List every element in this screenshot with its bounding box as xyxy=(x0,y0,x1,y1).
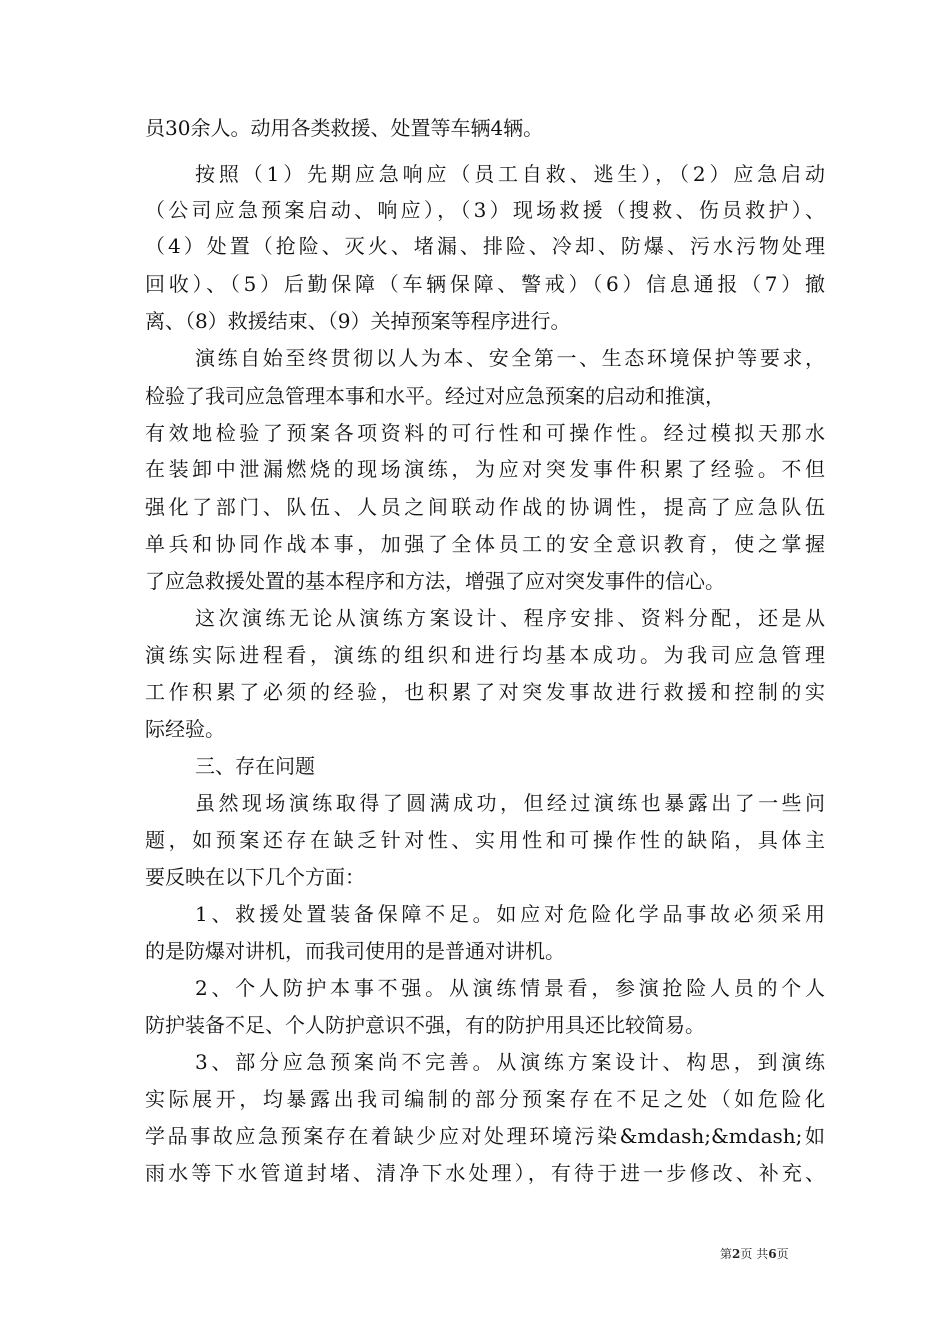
text-line: 员30余人。动用各类救援、处置等车辆4辆。 xyxy=(145,116,544,140)
text-line: 在装卸中泄漏燃烧的现场演练，为应对突发事件积累了经验。不但 xyxy=(145,457,825,481)
section-heading: 三、存在问题 xyxy=(195,754,315,778)
text-line: （公司应急预案启动、响应），（3）现场救援（搜救、伤员救护）、 xyxy=(145,198,825,222)
text-line: 1、救援处置装备保障不足。如应对危险化学品事故必须采用 xyxy=(195,902,825,926)
page-footer xyxy=(720,1247,789,1261)
text-line: 强化了部门、队伍、人员之间联动作战的协调性，提高了应急队伍 xyxy=(145,495,825,519)
text-line: 防护装备不足、个人防护意识不强，有的防护用具还比较简易。 xyxy=(145,1013,705,1037)
text-line: 检验了我司应急管理本事和水平。经过对应急预案的启动和推演， xyxy=(145,384,725,408)
text-line: 3、部分应急预案尚不完善。从演练方案设计、构思，到演练 xyxy=(195,1050,825,1074)
text-line: 学品事故应急预案存在着缺少应对处理环境污染&mdash;&mdash;如 xyxy=(145,1124,825,1148)
text-line: （4）处置（抢险、灭火、堵漏、排险、冷却、防爆、污水污物处理 xyxy=(145,234,825,258)
text-line: 工作积累了必须的经验，也积累了对突发事故进行救援和控制的实 xyxy=(145,680,825,704)
text-line: 了应急救援处置的基本程序和方法，增强了应对突发事件的信心。 xyxy=(145,569,725,593)
text-line: 有效地检验了预案各项资料的可行性和可操作性。经过模拟天那水 xyxy=(145,421,825,445)
text-line: 要反映在以下几个方面： xyxy=(145,865,365,889)
text-line: 离、（8）救援结束、（9）关掉预案等程序进行。 xyxy=(145,309,571,333)
footer-total-pages: 6 xyxy=(768,1247,777,1261)
text-line: 题，如预案还存在缺乏针对性、实用性和可操作性的缺陷，具体主 xyxy=(145,828,825,852)
text-line: 实际展开，均暴露出我司编制的部分预案存在不足之处（如危险化 xyxy=(145,1087,825,1111)
footer-suffix: 页 xyxy=(776,1247,789,1261)
text-line: 的是防爆对讲机，而我司使用的是普通对讲机。 xyxy=(145,939,565,963)
text-line: 回收）、（5）后勤保障（车辆保障、警戒）（6）信息通报（7）撤 xyxy=(145,272,825,296)
text-line: 按照（1）先期应急响应（员工自救、逃生），（2）应急启动 xyxy=(195,162,825,186)
text-line: 雨水等下水管道封堵、清净下水处理），有待于进一步修改、补充、 xyxy=(145,1161,825,1185)
text-line: 单兵和协同作战本事，加强了全体员工的安全意识教育，使之掌握 xyxy=(145,532,825,556)
footer-middle: 页 共 xyxy=(740,1247,769,1261)
text-line: 虽然现场演练取得了圆满成功，但经过演练也暴露出了一些问 xyxy=(195,791,825,815)
text-line: 际经验。 xyxy=(145,717,225,741)
text-line: 这次演练无论从演练方案设计、程序安排、资料分配，还是从 xyxy=(195,606,825,630)
footer-prefix: 第 xyxy=(720,1247,733,1261)
text-line: 演练实际进程看，演练的组织和进行均基本成功。为我司应急管理 xyxy=(145,643,825,667)
text-line: 演练自始至终贯彻以人为本、安全第一、生态环境保护等要求， xyxy=(195,346,825,370)
text-line: 2、个人防护本事不强。从演练情景看，参演抢险人员的个人 xyxy=(195,976,825,1000)
footer-page-number: 2 xyxy=(732,1247,741,1261)
